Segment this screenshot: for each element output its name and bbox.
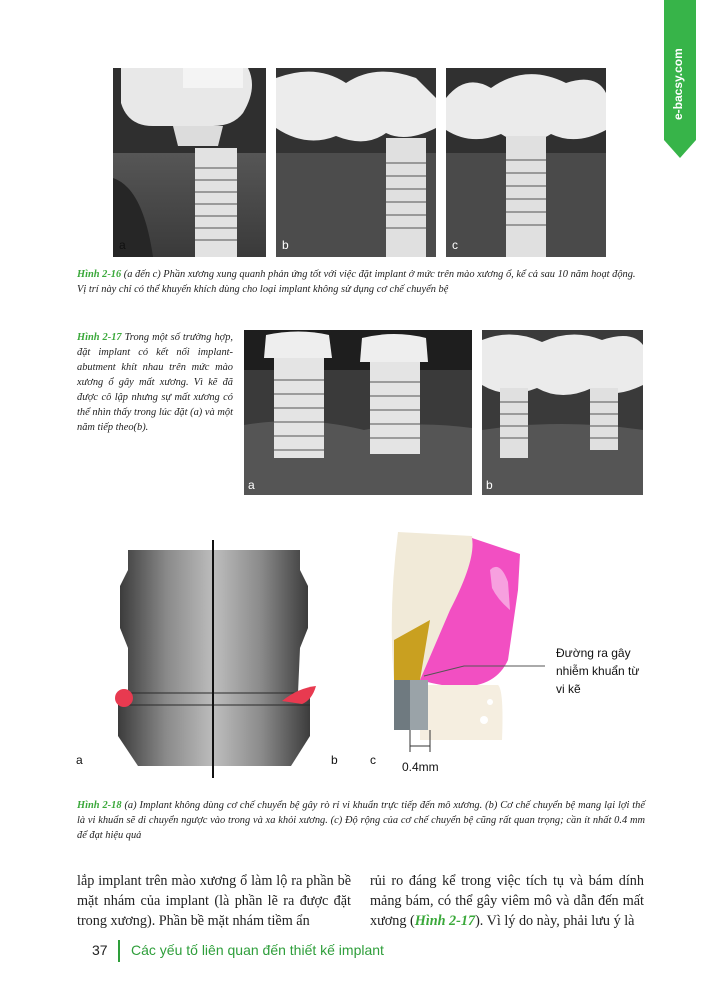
fig17-caption [77, 330, 233, 435]
chapter-title: Các yếu tố liên quan đến thiết kế implant [131, 942, 384, 958]
fig16-label-a: a [119, 238, 126, 252]
fig18-caption-text: (a) Implant không dùng cơ chế chuyển bệ gây rò rỉ vi khuẩn trực tiếp đến mô xương. (b) Cơ chế chuyển bệ mang lại lợi thế là vi khuẩn sẽ di chuyển ngược vào trong và xa khỏi xương. (c) Độ rộng của cơ chế chuyển bệ cũng rất quan trọng; cần ít nhất 0.4 mm để đạt hiệu quả [77, 800, 645, 841]
xray-2-17b [482, 330, 643, 495]
platform-switch-section-diagram [380, 530, 545, 760]
fig18-label-c: c [370, 753, 376, 767]
fig17-caption-text: Trong một số trường hợp, đặt implant có kết nối implant-abutment khít nhau trên mức mào xương ổ gây mất xương. Vì kẽ đã được cô lập nhưng sự mất xương có thể nhìn thấy trong lúc đặt (a) và một năm tiếp theo(b). [77, 332, 233, 433]
leak-marker-a [115, 689, 133, 707]
brand-tab [664, 0, 696, 158]
fig18-caption-ref: Hình 2-18 [77, 800, 122, 811]
body-right-text-2: ). Vì lý do này, phải lưu ý là [475, 913, 635, 929]
xray-2-16c [446, 68, 606, 257]
fig18-annotation: Đường ra gây nhiễm khuẩn từ vi kẽ [556, 646, 640, 696]
fig16-caption-text: (a đến c) Phần xương xung quanh phản ứng tốt với việc đặt implant ở mức trên mào xương ổ, kể cả sau 10 năm hoạt động. Vị trí này chỉ có thể khuyến khích dùng cho loại implant không sử dụng cơ chế chuyển bệ [77, 269, 636, 295]
fig16-label-c: c [452, 238, 458, 252]
fig18-caption [77, 798, 645, 843]
body-column-left: lắp implant trên mào xương ổ làm lộ ra phần bề mặt nhám của implant (là phần lẽ ra được đặt trong xương). Phần bề mặt nhám tiềm ẩn [77, 873, 351, 929]
body-column-right [370, 871, 644, 931]
fig18-label-a: a [76, 753, 83, 767]
body-right-figure-ref[interactable]: Hình 2-17 [414, 913, 476, 929]
fig16-caption-ref: Hình 2-16 [77, 269, 122, 280]
page-number: 37 [92, 942, 108, 958]
fig18-measurement: 0.4mm [402, 760, 439, 774]
implant-platform-diagram [76, 538, 356, 778]
footer-divider [118, 940, 120, 962]
fig17-caption-ref: Hình 2-17 [77, 332, 122, 343]
xray-2-16a [113, 68, 266, 257]
xray-2-16b [276, 68, 436, 257]
brand-label: e-bacsy.com [671, 48, 685, 120]
fig17-label-b: b [486, 478, 493, 492]
xray-2-17a [244, 330, 472, 495]
fig16-label-b: b [282, 238, 289, 252]
fig17-label-a: a [248, 478, 255, 492]
fig16-caption [77, 267, 645, 297]
body-right-text-1: rủi ro đáng kể trong việc tích tụ và bám dính mảng bám, có thể gây viêm mô và dẫn đến mất xương ( [370, 873, 644, 929]
fig18-label-b: b [331, 753, 338, 767]
